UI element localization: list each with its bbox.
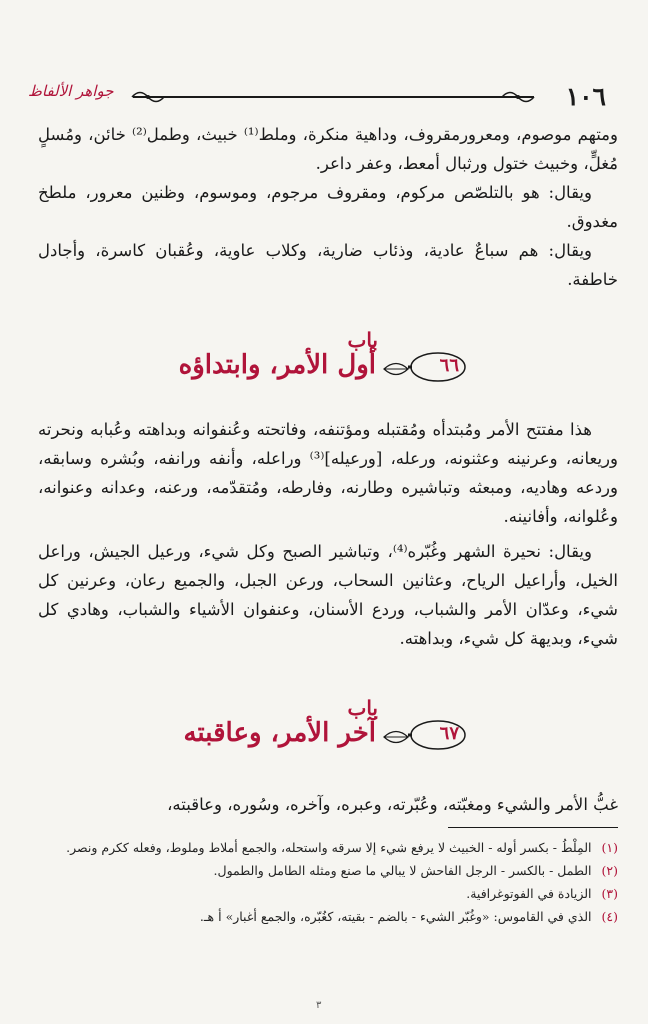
chapter-label: باب: [347, 696, 378, 720]
chapter-number: ٦٦: [439, 355, 459, 376]
paragraph: غبُّ الأمر والشيء ومغبّته، وعُبّرته، وعبره، وآخره، وسُوره، وعاقبته،: [167, 795, 618, 814]
footnote-text: الطمل - بالكسر - الرجل الفاحش لا يبالي ما صنع ومثله الطامل والطمول.: [213, 863, 592, 878]
footnote: [38, 836, 618, 859]
paragraph: ويقال: هو بالتلصّص مركوم، ومقروف مرجوم، وموسوم، وظنين معرور، ملطخ مغدوق.: [38, 183, 618, 231]
paragraph: ويقال: نحيرة الشهر وغُبّره⁽⁴⁾، وتباشير الصبح وكل شيء، ورعيل الجيش، وراعل الخيل، وأراعيل الرياح، وعثانين السحاب، ورعن الجبل، والجميع رعان، وعرنين كل شيء، وعدّان الأمر والشباب، وردع الأسنان، وعنفوان الأشياء والشباب، وهادي كل شيء، وبديهة كل شيء، وبداهته.: [38, 542, 618, 648]
leaf-ornament-icon: [382, 356, 410, 382]
footnotes: [38, 836, 618, 928]
chapter-number-badge: [408, 350, 468, 384]
paragraph: هذا مفتتح الأمر ومُبتدأه ومُقتبله ومؤتنفه، وفاتحته وعُنفوانه وبداهته وعُبابه ونحرته وريعانه، وعرنينه وعثنونه، ورعله، [ورعيله]⁽³⁾ وراعله، وأنفه ورانفه، وبُشره وسابقه، وردعه وهاديه، ومبعثه وتباشيره وطارنه، وفارطه، ومُتقدّمه، ورعنه، وعدانه وعنوانه، وعُلوانه، وأفانينه.: [38, 420, 618, 526]
chapter-title: أول الأمر، وابتداؤه: [178, 350, 376, 380]
section-66-text: [38, 415, 618, 653]
chapter-number: ٦٧: [439, 723, 459, 744]
footnote-number: (٤): [601, 909, 618, 924]
header-ornament-right-icon: [500, 88, 536, 106]
badge-ornament-icon: [408, 350, 468, 384]
footnote-number: (١): [601, 840, 618, 855]
paragraph: ويقال: هم سباعٌ عادية، وذئاب ضارية، وكلاب عاوية، وعُقبان كاسرة، وأجادل خاطفة.: [38, 241, 618, 289]
running-title: جواهر الألفاظ: [28, 82, 114, 100]
footnote: [38, 882, 618, 905]
footnote-number: (٣): [601, 886, 618, 901]
header-rule: [133, 96, 534, 98]
header-ornament-left-icon: [130, 88, 166, 106]
page-number: ١٠٦: [565, 82, 606, 111]
footnote-divider: [448, 827, 618, 828]
footnote-text: الزيادة في الفوتوغرافية.: [466, 886, 592, 901]
page-header: [28, 82, 606, 114]
badge-ornament-icon: [408, 718, 468, 752]
chapter-heading-66: [168, 328, 468, 400]
paragraph: ومتهم موصوم، ومعرورمقروف، وداهية منكرة، وملط⁽¹⁾ خبيث، وطمل⁽²⁾ خائن، ومُسلٍ مُغلٍّ، وخبيث ختول ورثبال أمعط، وعفر داعر.: [38, 125, 618, 173]
footnote: [38, 859, 618, 882]
footnote-number: (٢): [601, 863, 618, 878]
chapter-label: باب: [347, 328, 378, 352]
chapter-title: آخر الأمر، وعاقبته: [183, 718, 376, 748]
intro-text: [38, 120, 618, 294]
footnote: [38, 905, 618, 928]
leaf-ornament-icon: [382, 724, 410, 750]
chapter-heading-67: [168, 696, 468, 768]
section-67-text: [38, 790, 618, 819]
page-marker: ٣: [316, 1000, 322, 1011]
chapter-number-badge: [408, 718, 468, 752]
footnote-text: الذي في القاموس: «وغُبّر الشيء - بالضم - بقيته، كغُبّره، والجمع أغبار» أ هـ.: [199, 909, 592, 924]
footnote-text: المِلْطُ - بكسر أوله - الخبيث لا يرفع شيء إلا سرقه واستحله، والجمع أملاط وملوط، وفعله ككرم ونصر.: [66, 840, 592, 855]
